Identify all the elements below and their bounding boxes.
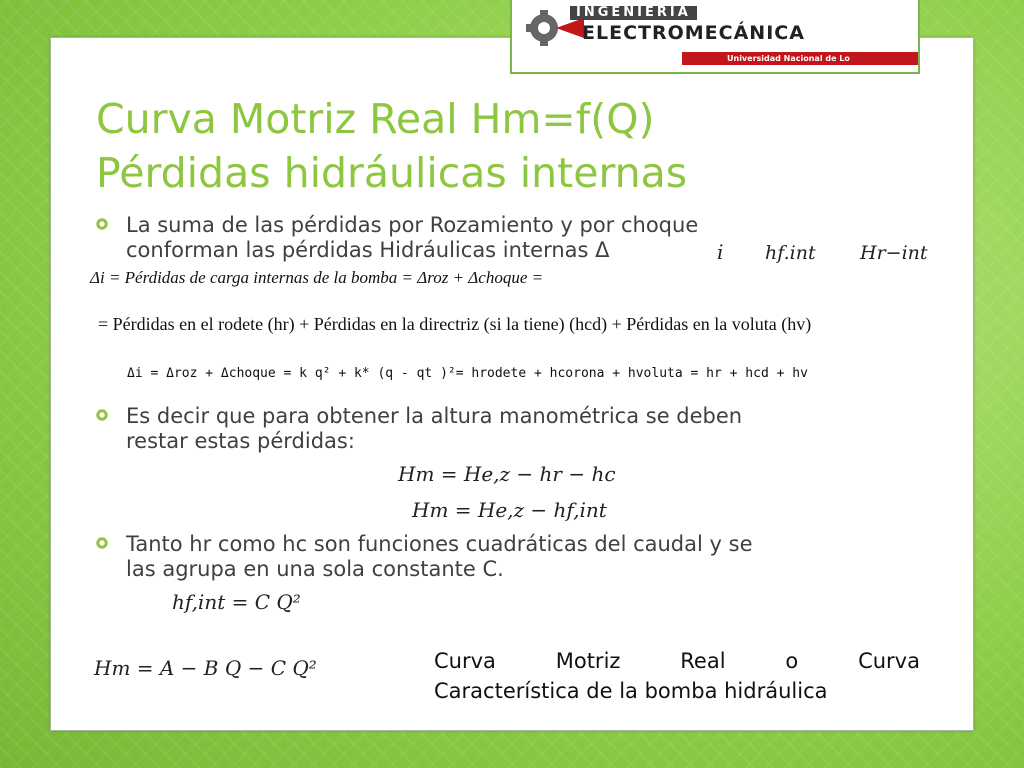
caption-word: o xyxy=(785,649,799,673)
equation-hf-int: hf,int = C Q² xyxy=(172,590,301,614)
logo-university-name: Universidad Nacional de Lo xyxy=(727,54,850,63)
logo-line2: ELECTROMECÁNICA xyxy=(582,22,805,44)
caption-line1 xyxy=(434,646,920,676)
hr-int-symbol: Hr−int xyxy=(860,242,928,264)
bullet-text: La suma de las pérdidas por Rozamiento y por choque conforman las pérdidas Hidráulicas internas Δ xyxy=(126,213,699,262)
equation-hm-2: Hm = He,z − hf,int xyxy=(412,498,607,522)
title-line2: Pérdidas hidráulicas internas xyxy=(96,149,688,197)
bullet-ring-icon xyxy=(96,537,108,549)
university-logo xyxy=(510,0,920,74)
equation-motor-curve: Hm = A − B Q − C Q² xyxy=(94,656,317,680)
slide-title xyxy=(96,92,687,200)
bullet-ring-icon xyxy=(96,218,108,230)
caption-line2: Característica de la bomba hidráulica xyxy=(434,679,828,703)
bullet-text: Tanto hr como hc son funciones cuadráticas del caudal y se las agrupa en una sola constante C. xyxy=(126,532,753,581)
caption-word: Curva xyxy=(858,649,920,673)
equation-hm-1: Hm = He,z − hr − hc xyxy=(398,462,616,486)
formula-losses-expanded: Δi = Δroz + Δchoque = k q² + k* (q - qt )²= hrodete + hcorona + hvoluta = hr + hcd + hv xyxy=(127,366,808,381)
bullet-item xyxy=(96,404,956,456)
caption-word: Motriz xyxy=(555,649,621,673)
caption-word: Real xyxy=(680,649,726,673)
bullet-item xyxy=(96,532,956,584)
logo-line1: INGENIERIA xyxy=(570,6,697,20)
hf-int-symbol: hf.int xyxy=(765,242,816,264)
delta-i-symbol: i xyxy=(717,240,724,264)
bullet-item xyxy=(96,213,956,265)
bullet-ring-icon xyxy=(96,409,108,421)
caption-word: Curva xyxy=(434,649,496,673)
formula-losses-components: = Pérdidas en el rodete (hr) + Pérdidas en la directriz (si la tiene) (hcd) + Pérdidas en la voluta (hv) xyxy=(98,314,812,334)
curve-caption xyxy=(434,646,920,706)
formula-losses-definition: Δi = Pérdidas de carga internas de la bomba = Δroz + Δchoque = xyxy=(90,268,544,287)
bullet-text: Es decir que para obtener la altura manométrica se deben restar estas pérdidas: xyxy=(126,404,743,453)
title-line1: Curva Motriz Real Hm=f(Q) xyxy=(96,95,655,143)
